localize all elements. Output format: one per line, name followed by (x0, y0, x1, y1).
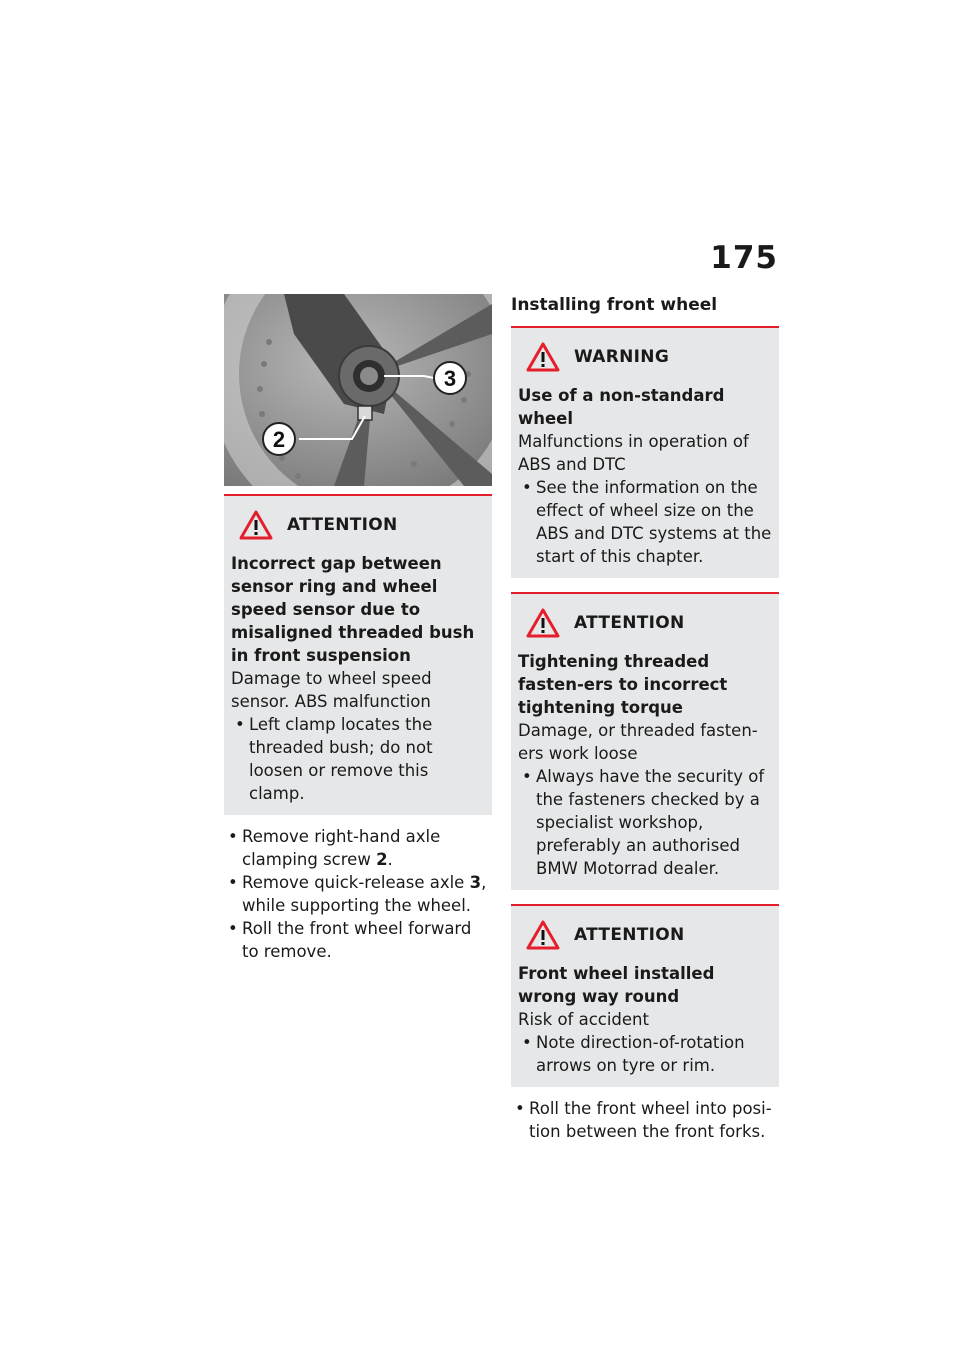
right-column (511, 294, 779, 1143)
notice-effect: Damage, or threaded fasten-ers work loose (518, 721, 758, 763)
warning-triangle-icon (526, 342, 560, 372)
notice-cause: Use of a non-standard wheel (518, 386, 725, 428)
step-item: • Roll the front wheel forward to remove. (224, 917, 492, 963)
notice-title: ATTENTION (574, 613, 685, 633)
notice-instruction: • Always have the security of the fasteners checked by a specialist workshop, preferably an authorised BMW Motorrad dealer. (518, 765, 773, 880)
notice-instruction: • Left clamp locates the threaded bush; do not loosen or remove this clamp. (231, 713, 486, 805)
notice-instructions (231, 713, 486, 805)
step-item: • Remove quick-release axle 3, while supporting the wheel. (224, 871, 492, 917)
attention-notice-orientation (511, 904, 779, 1087)
notice-title: ATTENTION (574, 925, 685, 945)
section-heading: Installing front wheel (511, 295, 718, 315)
left-column (224, 294, 492, 963)
notice-effect: Risk of accident (518, 1010, 649, 1029)
removal-steps (224, 825, 492, 963)
notice-cause: Incorrect gap between sensor ring and wheel speed sensor due to misaligned threaded bush in front suspension (231, 554, 475, 665)
step-item: • Roll the front wheel into posi-tion between the front forks. (511, 1097, 779, 1143)
svg-text:2: 2 (272, 427, 286, 452)
callout-3 (434, 362, 466, 394)
page-number: 175 (710, 240, 778, 276)
notice-title: WARNING (574, 347, 670, 367)
notice-instructions (518, 765, 773, 880)
attention-notice-torque (511, 592, 779, 890)
notice-title: ATTENTION (287, 515, 398, 535)
notice-cause: Tightening threaded fasten-ers to incorrect tightening torque (518, 652, 728, 717)
warning-triangle-icon (526, 920, 560, 950)
warning-triangle-icon (526, 608, 560, 638)
svg-text:3: 3 (443, 366, 457, 391)
notice-cause: Front wheel installed wrong way round (518, 964, 715, 1006)
attention-notice-gap (224, 494, 492, 815)
notice-instructions (518, 476, 773, 568)
notice-instruction: • See the information on the effect of wheel size on the ABS and DTC systems at the start of this chapter. (518, 476, 773, 568)
notice-effect: Malfunctions in operation of ABS and DTC (518, 432, 749, 474)
callout-2 (263, 423, 295, 455)
warning-notice-wheel (511, 326, 779, 578)
warning-triangle-icon (239, 510, 273, 540)
step-item: • Remove right-hand axle clamping screw 2. (224, 825, 492, 871)
notice-effect: Damage to wheel speed sensor. ABS malfunction (231, 669, 432, 711)
notice-instructions (518, 1031, 773, 1077)
installation-steps (511, 1097, 779, 1143)
notice-instruction: • Note direction-of-rotation arrows on tyre or rim. (518, 1031, 773, 1077)
front-wheel-figure (224, 294, 492, 486)
